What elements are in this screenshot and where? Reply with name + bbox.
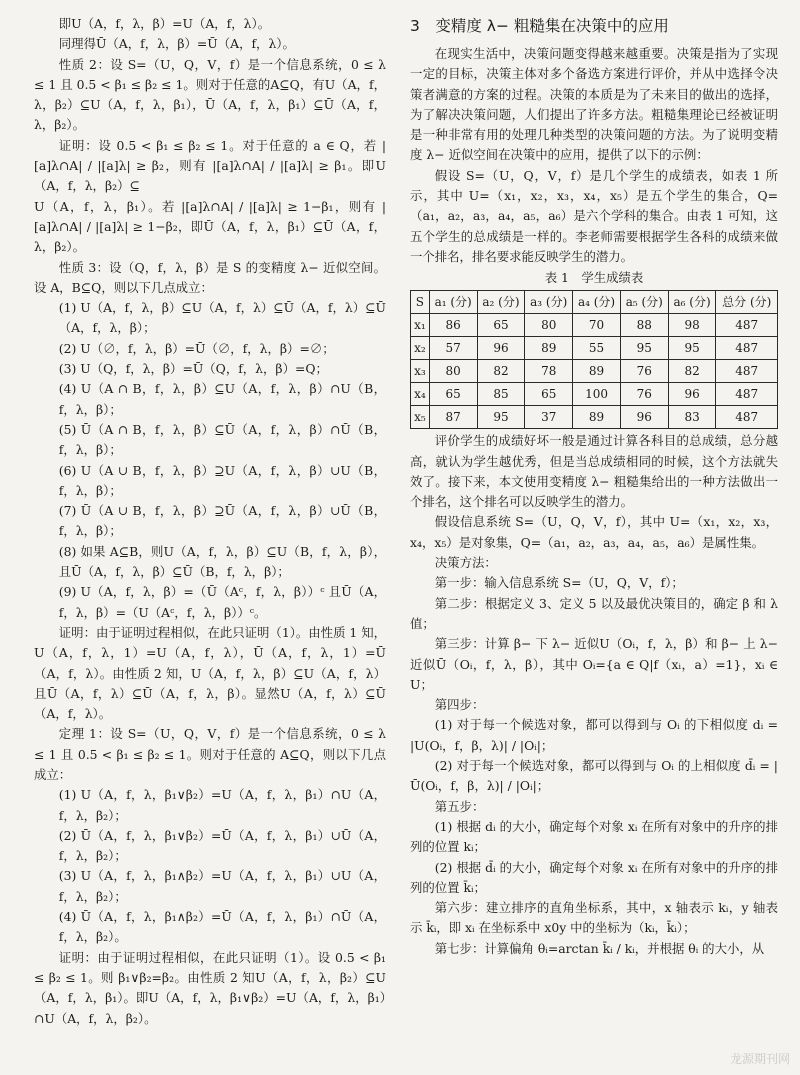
table-row <box>411 360 778 383</box>
paragraph: 第七步：计算偏角 θᵢ=arctan k̄ᵢ / kᵢ，并根据 θᵢ 的大小，从 <box>434 940 765 956</box>
paragraph: (9) U（A，f，λ，β）=（Ū（Aᶜ，f，λ，β））ᶜ 且Ū（A，f，λ，β）=（U（Aᶜ，f，λ，β））ᶜ。 <box>58 584 386 620</box>
table-cell: 89 <box>573 406 621 429</box>
table-header-cell: a₅ (分) <box>620 291 668 314</box>
table-cell: 487 <box>716 383 778 406</box>
paragraph: (2) 根据 d̄ᵢ 的大小，确定每个对象 xᵢ 在所有对象中的升序的排列的位置 k̄ᵢ； <box>410 859 778 895</box>
paragraph: (4) Ū（A，f，λ，β₁∧β₂）=Ū（A，f，λ，β₁）∩Ū（A，f，λ，β₂）。 <box>58 909 386 945</box>
paragraph: 假设 S=（U，Q，V，f）是几个学生的成绩表，如表 1 所示，其中 U=（x₁，x₂，x₃，x₄，x₅）是五个学生的集合，Q=（a₁，a₂，a₃，a₄，a₅，a₆）是六个学科的集合。由表 1 可知，这五个学生的总成绩是一样的。李老师需要根据学生各科的成绩来做一个排名，排名要求能反映学生的潜力。 <box>410 167 778 264</box>
table-cell: 82 <box>477 360 525 383</box>
table-cell: x₅ <box>411 406 430 429</box>
paragraph: (2) 对于每一个候选对象，都可以得到与 Oᵢ 的上相似度 d̄ᵢ = |Ū(Oᵢ，f，β，λ)| / |Oᵢ|； <box>410 758 778 794</box>
paragraph: U（A，f，λ，β₁）。若 |[a]λ∩A| / |[a]λ| ≥ 1−β₁，则有 |[a]λ∩A| / |[a]λ| ≥ 1−β₂，即Ū（A，f，λ，β₁）⊆Ū（A，f，λ，β₂）。 <box>34 198 386 255</box>
table-caption: 表 1 学生成绩表 <box>544 270 644 286</box>
table-cell: x₄ <box>411 383 430 406</box>
table-cell: 86 <box>429 314 477 337</box>
table-cell: 55 <box>573 337 621 360</box>
paragraph: 第二步：根据定义 3、定义 5 以及最优决策目的，确定 β 和 λ 值； <box>410 595 778 631</box>
paragraph: 评价学生的成绩好坏一般是通过计算各科目的总成绩，总分越高，就认为学生越优秀，但是当总成绩相同的时候，这个方法就失效了。接下来，本文使用变精度 λ− 粗糙集给出的一种方法做出一个排名，这个排名可以反映学生的潜力。 <box>410 433 778 510</box>
table-header-cell: a₁ (分) <box>429 291 477 314</box>
table-row <box>411 406 778 429</box>
table-cell: 76 <box>620 383 668 406</box>
paragraph: 性质 2：设 S=（U，Q，V，f）是一个信息系统，0 ≤ λ ≤ 1 且 0.5 < β₁ ≤ β₂ ≤ 1。则对于任意的A⊆Q，有U（A，f，λ，β₂）⊆U（A，f，λ，β₁），Ū（A，f，λ，β₁）⊆Ū（A，f，λ，β₂）。 <box>34 56 386 133</box>
paragraph: (3) U（Q，f，λ，β）=Ū（Q，f，λ，β）=Q； <box>58 361 328 377</box>
table-row <box>411 314 778 337</box>
intro-paragraphs <box>410 44 778 267</box>
watermark: 龙源期刊网 <box>729 1052 790 1066</box>
paragraph: 第三步：计算 β− 下 λ− 近似U（Oᵢ，f，λ，β）和 β− 上 λ− 近似Ū（Oᵢ，f，λ，β），其中 Oᵢ={a ∈ Q|f（xᵢ，a）=1}，xᵢ ∈ U； <box>410 636 778 692</box>
table-cell: 82 <box>668 360 716 383</box>
table-cell: 78 <box>525 360 573 383</box>
paragraph: (8) 如果 A⊆B，则U（A，f，λ，β）⊆U（B，f，λ，β），且Ū（A，f，λ，β）⊆Ū（B，f，λ，β）； <box>58 543 386 580</box>
table-cell: x₂ <box>411 337 430 360</box>
table-cell: 95 <box>477 406 525 429</box>
table-cell: 487 <box>716 406 778 429</box>
table-cell: 95 <box>668 337 716 360</box>
table-cell: 89 <box>573 360 621 383</box>
paragraph: (2) U（∅，f，λ，β）=Ū（∅，f，λ，β）=∅； <box>58 340 335 356</box>
paragraph: 证明：由于证明过程相似，在此只证明（1）。设 0.5 < β₁ ≤ β₂ ≤ 1。则 β₁∨β₂=β₂。由性质 2 知U（A，f，λ，β₂）⊆U（A，f，λ，β₁）。即U（A，f，λ，β₁∨β₂）=U（A，f，λ，β₁）∩U（A，f，λ，β₂）。 <box>34 949 386 1026</box>
table-cell: 80 <box>525 314 573 337</box>
table-cell: 88 <box>620 314 668 337</box>
paragraph: 第五步： <box>434 798 485 814</box>
table-header-cell: a₃ (分) <box>525 291 573 314</box>
table-cell: 487 <box>716 314 778 337</box>
score-table <box>410 290 778 429</box>
table-cell: 100 <box>573 383 621 406</box>
paragraph: (4) U（A ∩ B，f，λ，β）⊆U（A，f，λ，β）∩U（B，f，λ，β）； <box>58 381 386 417</box>
paragraph: 第一步：输入信息系统 S=（U，Q，V，f）； <box>434 575 684 591</box>
table-cell: 65 <box>429 383 477 406</box>
method-paragraphs <box>410 431 778 959</box>
table-cell: 487 <box>716 337 778 360</box>
paragraph: (5) Ū（A ∩ B，f，λ，β）⊆Ū（A，f，λ，β）∩Ū（B，f，λ，β）； <box>58 421 386 458</box>
table-cell: 76 <box>620 360 668 383</box>
paragraph: 即U（A，f，λ，β）=U（A，f，λ）。 <box>58 16 271 31</box>
section-heading: 3 变精度 λ− 粗糙集在决策中的应用 <box>410 17 669 35</box>
paragraph: 第四步： <box>434 697 485 713</box>
table-cell: 96 <box>620 406 668 429</box>
table-cell: x₃ <box>411 360 430 383</box>
paragraph: 决策方法： <box>434 555 497 571</box>
table-cell: 85 <box>477 383 525 406</box>
table-cell: 70 <box>573 314 621 337</box>
table-cell: 89 <box>525 337 573 360</box>
paragraph: (3) U（A，f，λ，β₁∧β₂）=U（A，f，λ，β₁）∪U（A，f，λ，β₂）； <box>58 868 386 904</box>
paragraph: 证明：由于证明过程相似，在此只证明（1）。由性质 1 知，U（A，f，λ，1）=U（A，f，λ），Ū（A，f，λ，1）=Ū（A，f，λ）。由性质 2 知，U（A，f，λ，β）⊆U（A，f，λ）且Ū（A，f，λ）⊆Ū（A，f，λ，β）。显然U（A，f，λ）⊆Ū（A，f，λ）。 <box>34 624 387 722</box>
table-cell: 96 <box>668 383 716 406</box>
paragraph: (1) 对于每一个候选对象，都可以得到与 Oᵢ 的下相似度 dᵢ = |U(Oᵢ，f，β，λ)| / |Oᵢ|； <box>410 717 778 753</box>
table-row <box>411 337 778 360</box>
table-cell: 37 <box>525 406 573 429</box>
paragraph: (1) U（A，f，λ，β）⊆U（A，f，λ）⊆Ū（A，f，λ）⊆Ū（A，f，λ，β）； <box>58 300 386 336</box>
left-column <box>34 14 386 1029</box>
table-cell: 57 <box>429 337 477 360</box>
table-cell: 65 <box>477 314 525 337</box>
table-header-row <box>411 291 778 314</box>
table-cell: 95 <box>620 337 668 360</box>
table-cell: 65 <box>525 383 573 406</box>
right-column <box>410 14 778 959</box>
table-header-cell: a₆ (分) <box>668 291 716 314</box>
table-cell: x₁ <box>411 314 430 337</box>
paragraph: 假设信息系统 S=（U，Q，V，f），其中 U=（x₁，x₂，x₃，x₄，x₅）是对象集，Q=（a₁，a₂，a₃，a₄，a₅，a₆）是属性集。 <box>410 514 778 550</box>
paragraph: (1) U（A，f，λ，β₁∨β₂）=U（A，f，λ，β₁）∩U（A，f，λ，β₂）； <box>58 787 386 823</box>
table-cell: 98 <box>668 314 716 337</box>
table-header-cell: a₄ (分) <box>573 291 621 314</box>
paragraph: 在现实生活中，决策问题变得越来越重要。决策是指为了实现一定的目标，决策主体对多个备选方案进行评价，并从中选择令决策者满意的方案的过程。决策的本质是为了未来目的做出的选择，为了解决决策问题，人们提出了许多方法。粗糙集理论已经被证明是一种非常有用的处理几种类型的决策问题的方法。为了说明变精度 λ− 近似空间在决策中的应用，提供了以下的示例： <box>410 46 778 163</box>
table-header-cell: 总分 (分) <box>716 291 778 314</box>
paragraph: 证明：设 0.5 < β₁ ≤ β₂ ≤ 1。对于任意的 a ∈ Q，若 |[a]λ∩A| / |[a]λ| ≥ β₂，则有 |[a]λ∩A| / |[a]λ| ≥ β₁。即U（A，f，λ，β₂）⊆ <box>34 137 386 194</box>
paragraph: (6) U（A ∪ B，f，λ，β）⊇U（A，f，λ，β）∪U（B，f，λ，β）； <box>58 462 386 498</box>
paragraph: 第六步：建立排序的直角坐标系，其中，x 轴表示 kᵢ，y 轴表示 k̄ᵢ，即 xᵢ 在坐标系中 x0y 中的坐标为（kᵢ，k̄ᵢ）； <box>410 900 778 936</box>
paragraph: (7) Ū（A ∪ B，f，λ，β）⊇Ū（A，f，λ，β）∪Ū（B，f，λ，β）； <box>58 503 386 539</box>
table-header-cell: S <box>411 291 430 314</box>
paragraph: 性质 3：设（Q，f，λ，β）是 S 的变精度 λ− 近似空间。设 A，B⊆Q，则以下几点成立： <box>34 259 386 295</box>
paragraph: 定理 1：设 S=（U，Q，V，f）是一个信息系统，0 ≤ λ ≤ 1 且 0.5 < β₁ ≤ β₂ ≤ 1。则对于任意的 A⊆Q，则以下几点成立： <box>34 726 386 782</box>
table-cell: 87 <box>429 406 477 429</box>
paragraph: 同理得Ū（A，f，λ，β）=Ū（A，f，λ）。 <box>58 36 295 52</box>
paragraph: (2) Ū（A，f，λ，β₁∨β₂）=Ū（A，f，λ，β₁）∪Ū（A，f，λ，β₂）； <box>58 827 386 864</box>
table-cell: 80 <box>429 360 477 383</box>
table-cell: 487 <box>716 360 778 383</box>
table-header-cell: a₂ (分) <box>477 291 525 314</box>
table-cell: 96 <box>477 337 525 360</box>
table-cell: 83 <box>668 406 716 429</box>
table-row <box>411 383 778 406</box>
paragraph: (1) 根据 dᵢ 的大小，确定每个对象 xᵢ 在所有对象中的升序的排列的位置 kᵢ； <box>410 818 778 855</box>
